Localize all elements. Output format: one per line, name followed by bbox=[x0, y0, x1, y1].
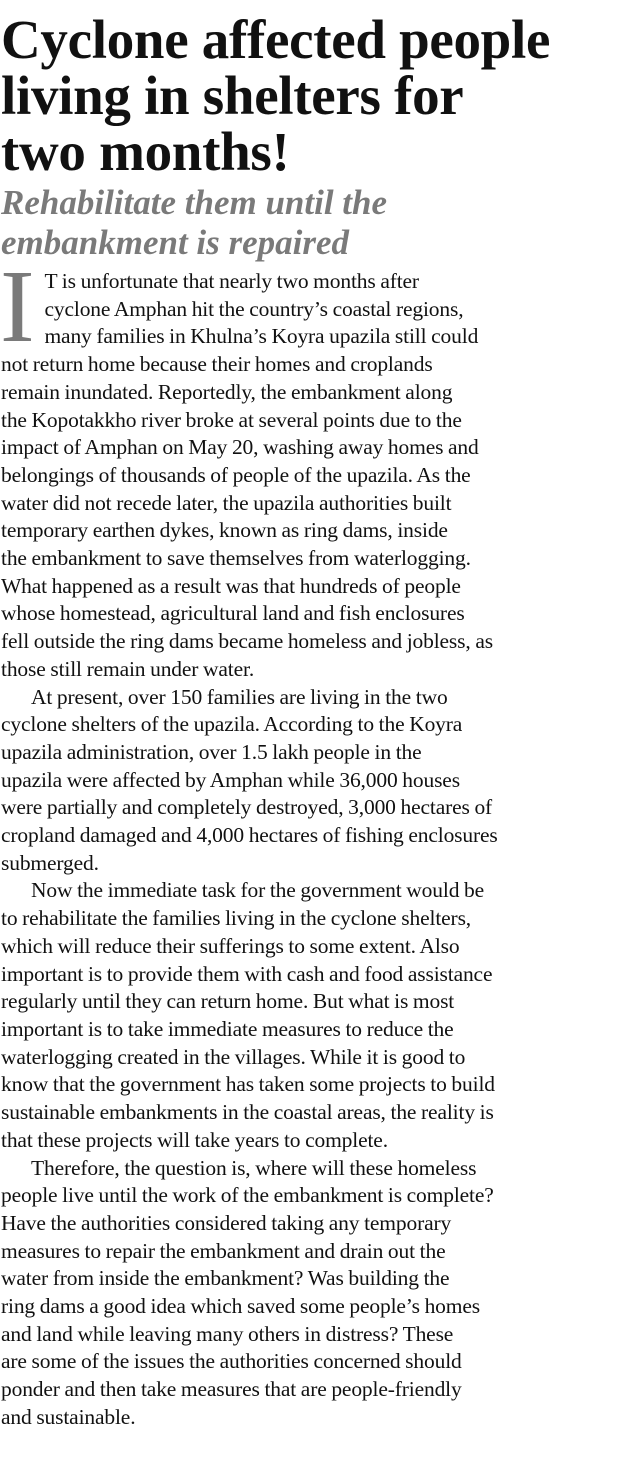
headline-line: Cyclone affected people bbox=[1, 9, 551, 70]
text-line: were partially and completely destroyed, 3,000 hectares of bbox=[1, 795, 493, 820]
text-line: measures to repair the embankment and drain out the bbox=[1, 1238, 446, 1263]
text-line: temporary earthen dykes, known as ring dams, inside bbox=[1, 518, 448, 543]
text-line: What happened as a result was that hundreds of people bbox=[1, 573, 461, 598]
text-line: water from inside the embankment? Was building the bbox=[1, 1266, 450, 1291]
editorial-article bbox=[0, 9, 628, 1432]
text-line: upazila administration, over 1.5 lakh people in the bbox=[1, 739, 422, 764]
subheadline-line: Rehabilitate them until the bbox=[1, 183, 388, 222]
article-body bbox=[0, 249, 628, 1432]
text-line: the Kopotakkho river broke at several points due to the bbox=[1, 407, 462, 432]
subheadline bbox=[1, 183, 628, 263]
text-line: cyclone Amphan hit the country’s coastal regions, bbox=[44, 296, 464, 321]
text-line: Have the authorities considered taking any temporary bbox=[1, 1210, 452, 1235]
text-line: remain inundated. Reportedly, the embankment along bbox=[1, 379, 453, 404]
text-line: and land while leaving many others in distress? These bbox=[1, 1321, 454, 1346]
text-line: At present, over 150 families are living in the two bbox=[31, 684, 448, 709]
text-line: waterlogging created in the villages. While it is good to bbox=[1, 1044, 466, 1069]
text-line: fell outside the ring dams became homeless and jobless, as bbox=[1, 629, 493, 654]
text-line: submerged. bbox=[1, 850, 99, 875]
text-line: Therefore, the question is, where will these homeless bbox=[31, 1155, 477, 1180]
text-line: sustainable embankments in the coastal areas, the reality is bbox=[1, 1100, 494, 1125]
headline-line: two months! bbox=[1, 121, 290, 182]
text-line: cyclone shelters of the upazila. According to the Koyra bbox=[1, 712, 463, 737]
text-line: cropland damaged and 4,000 hectares of fishing enclosures bbox=[1, 823, 498, 848]
text-line: water did not recede later, the upazila authorities built bbox=[1, 490, 452, 515]
text-line: important is to take immediate measures to reduce the bbox=[1, 1016, 454, 1041]
paragraph-4 bbox=[1, 1155, 628, 1432]
paragraph-3 bbox=[1, 877, 628, 1154]
text-line: regularly until they can return home. But what is most bbox=[1, 989, 455, 1014]
text-line: that these projects will take years to complete. bbox=[1, 1127, 388, 1152]
paragraph-2 bbox=[1, 684, 628, 878]
headline-line: living in shelters for bbox=[1, 65, 464, 126]
text-line: Now the immediate task for the government would be bbox=[31, 878, 485, 903]
text-line: many families in Khulna’s Koyra upazila still could bbox=[44, 324, 479, 349]
text-line: and sustainable. bbox=[1, 1404, 136, 1429]
paragraph-1 bbox=[0, 249, 628, 684]
text-line: ponder and then take measures that are people-friendly bbox=[1, 1377, 462, 1402]
text-line: people live until the work of the embankment is complete? bbox=[1, 1183, 494, 1208]
text-line: to rehabilitate the families living in the cyclone shelters, bbox=[1, 906, 472, 931]
text-line: the embankment to save themselves from waterlogging. bbox=[1, 546, 471, 571]
subheadline-line: embankment is repaired bbox=[1, 223, 350, 262]
text-line: upazila were affected by Amphan while 36,000 houses bbox=[1, 767, 460, 792]
text-line: which will reduce their sufferings to some extent. Also bbox=[1, 933, 460, 958]
text-line: belongings of thousands of people of the upazila. As the bbox=[1, 462, 471, 487]
drop-cap: I bbox=[0, 249, 35, 364]
text-line: not return home because their homes and croplands bbox=[1, 352, 433, 377]
text-line: ring dams a good idea which saved some people’s homes bbox=[1, 1294, 480, 1319]
text-line: important is to provide them with cash and food assistance bbox=[1, 961, 493, 986]
text-line: T is unfortunate that nearly two months after bbox=[44, 269, 419, 293]
text-line: impact of Amphan on May 20, washing away homes and bbox=[1, 435, 479, 460]
text-line: are some of the issues the authorities concerned should bbox=[1, 1349, 462, 1374]
headline bbox=[1, 9, 628, 182]
text-line: whose homestead, agricultural land and fish enclosures bbox=[1, 601, 465, 626]
text-line: know that the government has taken some projects to build bbox=[1, 1072, 495, 1097]
text-line: those still remain under water. bbox=[1, 656, 255, 681]
